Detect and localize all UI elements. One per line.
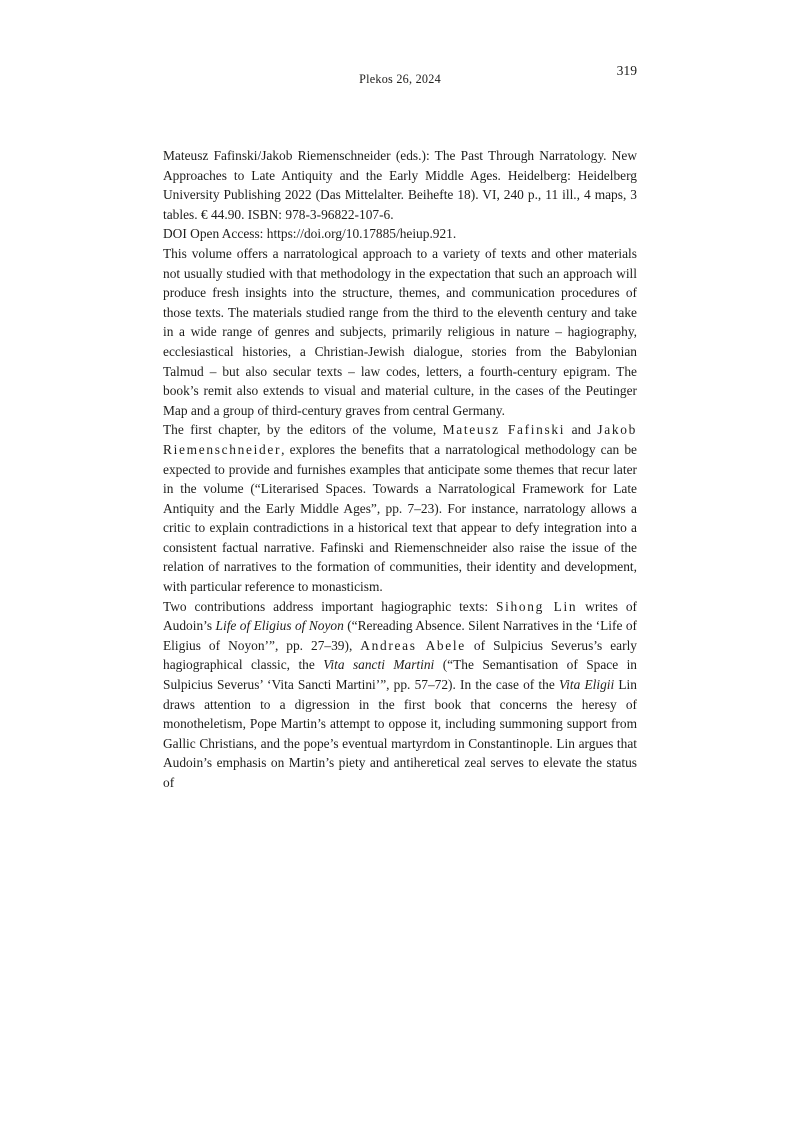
doi-link[interactable]: https://doi.org/10.17885/heiup.921.	[266, 226, 457, 242]
page-number: 319	[616, 63, 637, 78]
paragraph-1: This volume offers a narratological approach to a variety of texts and other materials not usually studied with that methodology in the expectation that such an approach will produce fresh insights into the structure, themes, and communication procedures of those texts. The materials studied range from the third to the eleventh century and take in a wide range of genres and subjects, primarily religious in nature – hagiography, ecclesiastical histories, a Christian-Jewish dialogue, stories from the Babylonian Talmud – but also secular texts – law codes, letters, a fourth-century epigram. The book’s remit also extends to visual and material culture, in the cases of the Peutinger Map and a group of third-century graves from central Germany.	[163, 245, 637, 418]
journal-title: Plekos 26, 2024	[359, 72, 441, 86]
paragraph-2: The first chapter, by the editors of the volume, Mateusz Fafinski and Jakob Riemenschneider, explores the benefits that a narratological methodology can be expected to provide and furnishes examples that anticipate some themes that recur later in the volume (“Literarised Spaces. Towards a Narratological Framework for Late Antiquity and the Early Middle Ages”, pp. 7–23). For instance, narratology allows a critic to explain contradictions in a historical text that appear to defy integration into a consistent factual narrative. Fafinski and Riemenschneider also raise the issue of the relation of narratives to the formation of communities, their identity and development, with particular reference to monasticism.	[163, 422, 638, 595]
doi-line	[163, 224, 637, 244]
book-citation: Mateusz Fafinski/Jakob Riemenschneider (eds.): The Past Through Narratology. New Approaches to Late Antiquity and the Early Middle Ages. Heidelberg: Heidelberg University Publishing 2022 (Das Mittelalter. Beihefte 18). VI, 240 p., 11 ill., 4 maps, 3 tables. € 44.90. ISBN: 978-3-96822-107-6.	[163, 148, 637, 222]
doi-label: DOI Open Access:	[163, 226, 267, 242]
running-head	[163, 63, 637, 89]
paragraph-3: Two contributions address important hagiographic texts: Sihong Lin writes of Audoin’s Life of Eligius of Noyon (“Rereading Absence. Silent Narratives in the ‘Life of Eligius of Noyon’”, pp. 27–39), Andreas Abele of Sulpicius Severus’s early hagiographical classic, the Vita sancti Martini (“The Semantisation of Space in Sulpicius Severus’ ‘Vita Sancti Martini’”, pp. 57–72). In the case of the Vita Eligii Lin draws attention to a digression in the first book that concerns the heresy of monotheletism, Pope Martin’s attempt to oppose it, including summoning support from Gallic Christians, and the pope’s eventual martyrdom in Constantinople. Lin argues that Audoin’s emphasis on Martin’s piety and antiheretical zeal serves to elevate the status of	[163, 598, 637, 790]
review-body	[163, 146, 637, 793]
